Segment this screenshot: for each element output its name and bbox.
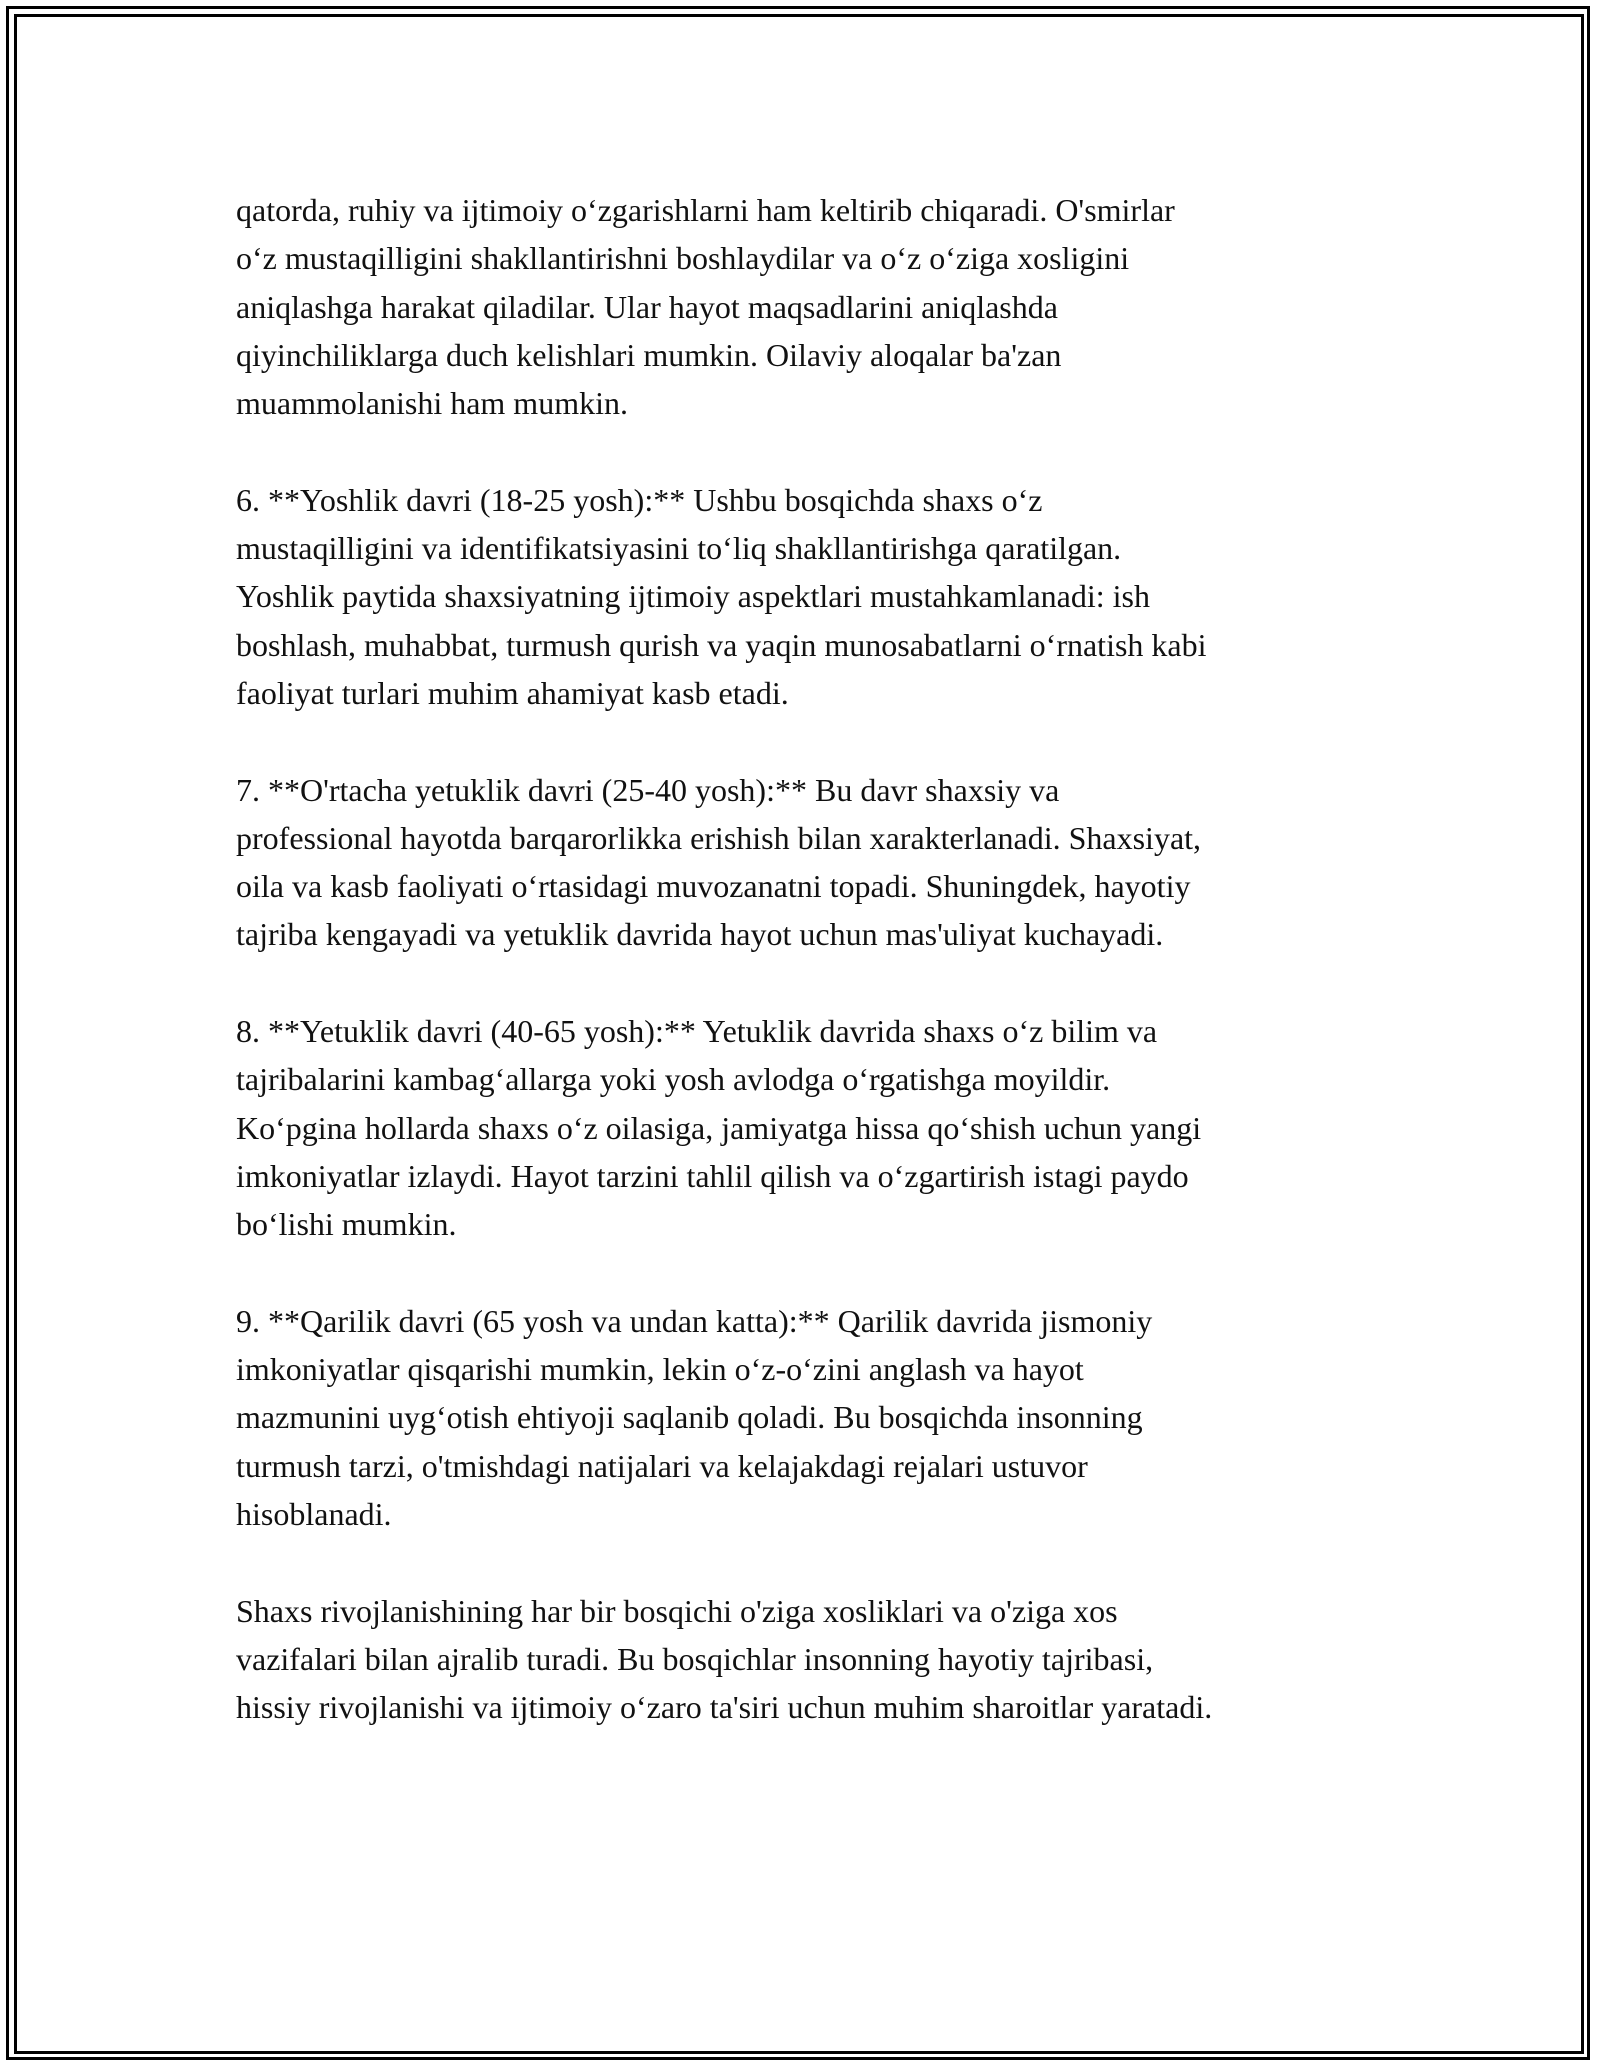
document-body <box>236 186 1366 1780</box>
paragraph-stage-6-youth: 6. **Yoshlik davri (18-25 yosh):** Ushbu bosqichda shaxs o‘z mustaqilligini va identifikatsiyasini to‘liq shakllantirishga qaratilgan. Yoshlik paytida shaxsiyatning ijtimoiy aspektlari mustahkamlanadi: ish boshlash, muhabbat, turmush qurish va yaqin munosabatlarni o‘rnatish kabi faoliyat turlari muhim ahamiyat kasb etadi. <box>236 481 1207 711</box>
paragraph-stage-7-early-maturity: 7. **O'rtacha yetuklik davri (25-40 yosh):** Bu davr shaxsiy va professional hayotda barqarorlikka erishish bilan xarakterlanadi. Shaxsiyat, oila va kasb faoliyati o‘rtasidagi muvozanatni topadi. Shuningdek, hayotiy tajriba kengayadi va yetuklik davrida hayot uchun mas'uliyat kuchayadi. <box>236 771 1202 953</box>
paragraph-conclusion: Shaxs rivojlanishining har bir bosqichi o'ziga xosliklari va o'ziga xos vazifalari bilan ajralib turadi. Bu bosqichlar insonning hayotiy tajribasi, hissiy rivojlanishi va ijtimoiy o‘zaro ta'siri uchun muhim sharoitlar yaratadi. <box>236 1592 1213 1726</box>
paragraph-stage-8-maturity: 8. **Yetuklik davri (40-65 yosh):** Yetuklik davrida shaxs o‘z bilim va tajribalarini kambag‘allarga yoki yosh avlodga o‘rgatishga moyildir. Ko‘pgina hollarda shaxs o‘z oilasiga, jamiyatga hissa qo‘shish uchun yangi imkoniyatlar izlaydi. Hayot tarzini tahlil qilish va o‘zgartirish istagi paydo bo‘lishi mumkin. <box>236 1013 1202 1243</box>
paragraph-intro-continuation: qatorda, ruhiy va ijtimoiy o‘zgarishlarni ham keltirib chiqaradi. O'smirlar o‘z mustaqilligini shakllantirishni boshlaydilar va o‘z o‘ziga xosligini aniqlashga harakat qiladilar. Ular hayot maqsadlarini aniqlashda qiyinchiliklarga duch kelishlari mumkin. Oilaviy aloqalar ba'zan muammolanishi ham mumkin. <box>236 192 1175 422</box>
paragraph-stage-9-old-age: 9. **Qarilik davri (65 yosh va undan katta):** Qarilik davrida jismoniy imkoniyatlar qisqarishi mumkin, lekin o‘z-o‘zini anglash va hayot mazmunini uyg‘otish ehtiyoji saqlanib qoladi. Bu bosqichda insonning turmush tarzi, o'tmishdagi natijalari va kelajakdagi rejalari ustuvor hisoblanadi. <box>236 1302 1153 1533</box>
